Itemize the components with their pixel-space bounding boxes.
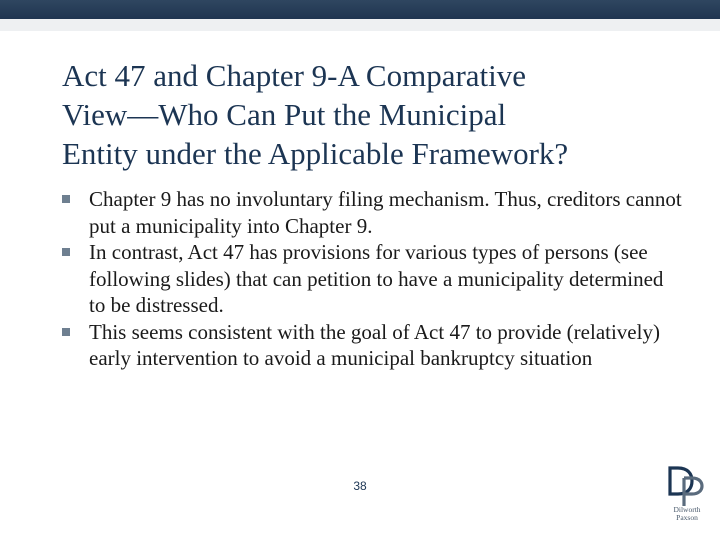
bullet-text: Chapter 9 has no involuntary filing mechanism. Thus, creditors cannot put a municipality into Chapter 9.: [89, 187, 682, 238]
dilworth-paxson-logo-icon: [662, 464, 712, 508]
square-bullet-icon: [62, 319, 89, 336]
bullet-text: This seems consistent with the goal of Act 47 to provide (relatively) early intervention to avoid a municipal bankruptcy situation: [89, 319, 660, 370]
top-header-bar: [0, 0, 720, 19]
dilworth-paxson-logo: [662, 464, 712, 528]
square-bullet-icon: [62, 239, 89, 256]
logo-line-1: Dilworth: [673, 505, 701, 514]
bullet-text: In contrast, Act 47 has provisions for various types of persons (see following slides) that can petition to have a municipality determined to be distressed.: [89, 240, 664, 317]
page-number: 38: [353, 479, 367, 493]
top-header-band: [0, 19, 720, 31]
logo-wordmark: [662, 506, 712, 522]
bullet-list: [62, 186, 682, 372]
logo-line-2: Paxson: [676, 513, 698, 522]
bullet-item: [62, 319, 682, 372]
slide-title: Act 47 and Chapter 9-A Comparative View—Who Can Put the Municipal Entity under the Applicable Framework?: [62, 58, 569, 171]
square-bullet-icon: [62, 186, 89, 203]
bullet-item: [62, 239, 682, 319]
bullet-item: [62, 186, 682, 239]
